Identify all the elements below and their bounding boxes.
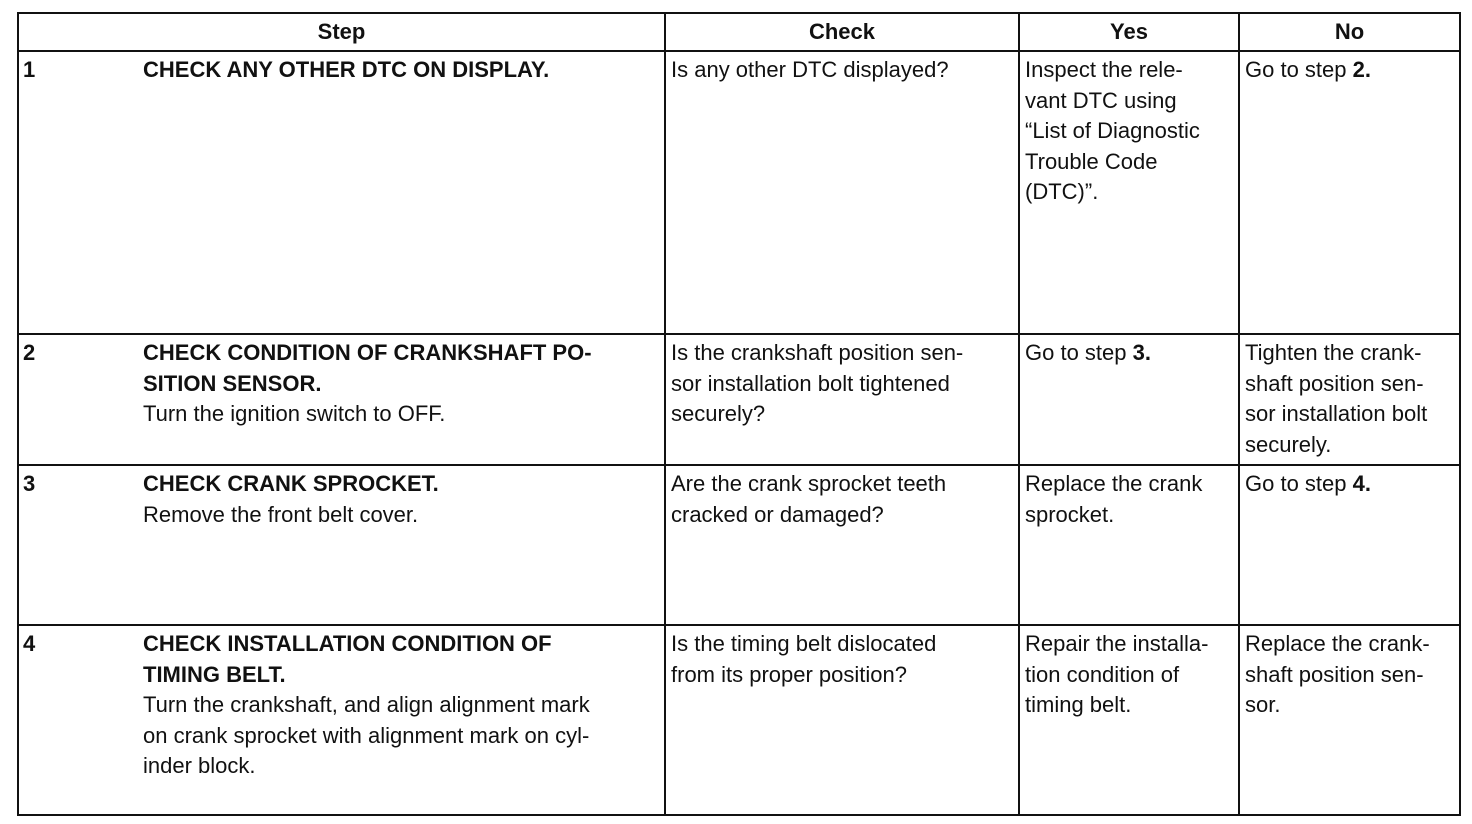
step-number: 2 — [18, 334, 139, 465]
step-title: CHECK CONDITION OF CRANKSHAFT PO- SITION SENSOR. — [143, 340, 592, 396]
check-cell: Is the crankshaft position sen- sor installation bolt tightened securely? — [665, 334, 1019, 465]
header-check: Check — [665, 13, 1019, 51]
step-description — [139, 465, 665, 625]
no-text: Go to step — [1245, 471, 1353, 496]
step-description — [139, 334, 665, 465]
yes-text: Go to step — [1025, 340, 1133, 365]
step-title: CHECK CRANK SPROCKET. — [143, 471, 439, 496]
table-row — [18, 51, 1460, 334]
check-cell: Is any other DTC displayed? — [665, 51, 1019, 334]
diagnostic-procedure-table — [17, 12, 1461, 816]
step-description — [139, 51, 665, 334]
yes-cell: Repair the installa- tion condition of timing belt. — [1019, 625, 1239, 815]
no-cell — [1239, 465, 1460, 625]
no-cell — [1239, 51, 1460, 334]
header-no: No — [1239, 13, 1460, 51]
step-reference: 3. — [1132, 340, 1151, 365]
step-body: Turn the ignition switch to OFF. — [143, 401, 446, 426]
no-cell: Replace the crank- shaft position sen- sor. — [1239, 625, 1460, 815]
header-yes: Yes — [1019, 13, 1239, 51]
table-row — [18, 465, 1460, 625]
step-reference: 2. — [1352, 57, 1371, 82]
no-cell: Tighten the crank- shaft position sen- sor installation bolt securely. — [1239, 334, 1460, 465]
header-row — [18, 13, 1460, 51]
step-description — [139, 625, 665, 815]
step-number: 3 — [18, 465, 139, 625]
step-title: CHECK ANY OTHER DTC ON DISPLAY. — [143, 57, 550, 82]
step-body: Remove the front belt cover. — [143, 501, 419, 527]
check-cell: Are the crank sprocket teeth cracked or damaged? — [665, 465, 1019, 625]
step-title: CHECK INSTALLATION CONDITION OF TIMING BELT. — [143, 631, 552, 687]
yes-cell: Inspect the rele- vant DTC using “List of Diagnostic Trouble Code (DTC)”. — [1019, 51, 1239, 334]
header-step: Step — [18, 13, 665, 51]
step-number: 4 — [18, 625, 139, 815]
table-row — [18, 625, 1460, 815]
yes-cell — [1019, 334, 1239, 465]
step-reference: 4. — [1352, 471, 1371, 496]
table-row — [18, 334, 1460, 465]
step-body: Turn the crankshaft, and align alignment mark on crank sprocket with alignment mark on cyl- inder block. — [143, 692, 590, 778]
no-text: Go to step — [1245, 57, 1353, 82]
step-number: 1 — [18, 51, 139, 334]
yes-cell: Replace the crank sprocket. — [1019, 465, 1239, 625]
check-cell: Is the timing belt dislocated from its proper position? — [665, 625, 1019, 815]
